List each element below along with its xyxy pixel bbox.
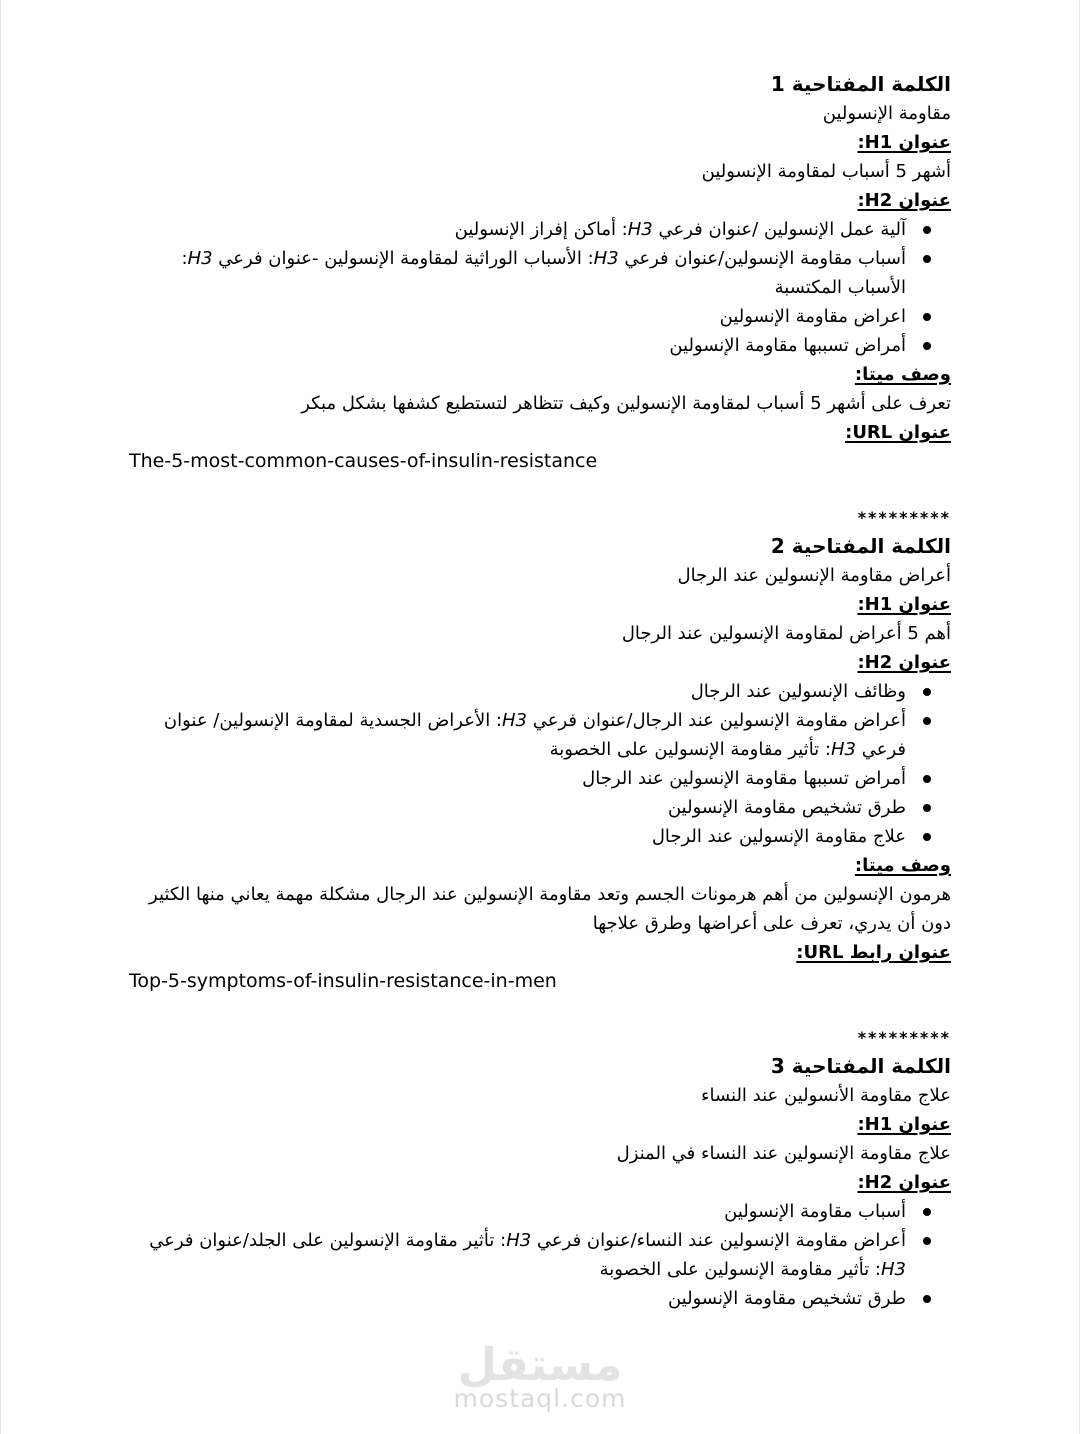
h1-title: أهم 5 أعراض لمقاومة الإنسولين عند الرجال bbox=[621, 623, 951, 644]
bullet-item: طرق تشخيص مقاومة الإنسولين bbox=[129, 793, 933, 822]
section-title: الكلمة المفتاحية 2 bbox=[770, 534, 951, 558]
bullet-item: آلية عمل الإنسولين /عنوان فرعي H3: أماكن إفراز الإنسولين bbox=[129, 215, 933, 244]
bullet-item: أمراض تسببها مقاومة الإنسولين عند الرجال bbox=[129, 764, 933, 793]
mostaql-logo: مستقل bbox=[457, 1338, 623, 1391]
bullet-item: وظائف الإنسولين عند الرجال bbox=[129, 677, 933, 706]
meta-label: وصف ميتا: bbox=[854, 855, 951, 876]
focus-keyword: علاج مقاومة الأنسولين عند النساء bbox=[701, 1085, 951, 1106]
section-title: الكلمة المفتاحية 1 bbox=[770, 72, 951, 96]
watermark bbox=[1, 1338, 1079, 1413]
bullet-item: أسباب مقاومة الإنسولين/عنوان فرعي H3: الأسباب الوراثية لمقاومة الإنسولين -عنوان فرعي H3: الأسباب المكتسبة bbox=[129, 244, 933, 302]
keyword-section-3 bbox=[129, 1052, 951, 1313]
focus-keyword: أعراض مقاومة الإنسولين عند الرجال bbox=[677, 565, 951, 586]
bullet-item: اعراض مقاومة الإنسولين bbox=[129, 302, 933, 331]
h2-label: عنوان H2: bbox=[857, 652, 951, 673]
separator-asterisks: ********* bbox=[857, 1028, 951, 1047]
bullet-item: طرق تشخيص مقاومة الإنسولين bbox=[129, 1284, 933, 1313]
meta-description: هرمون الإنسولين من أهم هرمونات الجسم وتعد مقاومة الإنسولين عند الرجال مشكلة مهمة يعاني منها الكثير دون أن يدري، تعرف على أعراضها وطرق علاجها bbox=[149, 884, 951, 934]
h2-bullet-list bbox=[129, 1197, 951, 1313]
separator-asterisks: ********* bbox=[857, 508, 951, 527]
keyword-section-2 bbox=[129, 532, 951, 996]
h1-label: عنوان H1: bbox=[857, 594, 951, 615]
h1-label: عنوان H1: bbox=[857, 1114, 951, 1135]
bullet-item: أعراض مقاومة الإنسولين عند الرجال/عنوان فرعي H3: الأعراض الجسدية لمقاومة الإنسولين/ عنوان فرعي H3: تأثير مقاومة الإنسولين على الخصوبة bbox=[129, 706, 933, 764]
meta-description: تعرف على أشهر 5 أسباب لمقاومة الإنسولين وكيف تتظاهر لتستطيع كشفها بشكل مبكر bbox=[301, 393, 951, 414]
meta-label: وصف ميتا: bbox=[854, 364, 951, 385]
url-label: عنوان رابط URL: bbox=[796, 942, 951, 963]
focus-keyword: مقاومة الإنسولين bbox=[822, 103, 951, 124]
bullet-item: أمراض تسببها مقاومة الإنسولين bbox=[129, 331, 933, 360]
keyword-section-1 bbox=[129, 70, 951, 476]
h1-label: عنوان H1: bbox=[857, 132, 951, 153]
h2-label: عنوان H2: bbox=[857, 1172, 951, 1193]
url-slug: The-5-most-common-causes-of-insulin-resistance bbox=[129, 450, 598, 472]
h2-label: عنوان H2: bbox=[857, 190, 951, 211]
document-content bbox=[1, 0, 1079, 1313]
h2-bullet-list bbox=[129, 677, 951, 851]
bullet-item: أعراض مقاومة الإنسولين عند النساء/عنوان فرعي H3: تأثير مقاومة الإنسولين على الجلد/عنوان فرعي H3: تأثير مقاومة الإنسولين على الخصوبة bbox=[129, 1226, 933, 1284]
url-slug: Top-5-symptoms-of-insulin-resistance-in-men bbox=[129, 970, 557, 992]
bullet-item: علاج مقاومة الإنسولين عند الرجال bbox=[129, 822, 933, 851]
h1-title: علاج مقاومة الإنسولين عند النساء في المنزل bbox=[616, 1143, 951, 1164]
h1-title: أشهر 5 أسباب لمقاومة الإنسولين bbox=[701, 161, 951, 182]
section-title: الكلمة المفتاحية 3 bbox=[770, 1054, 951, 1078]
url-label: عنوان URL: bbox=[845, 422, 951, 443]
watermark-domain: mostaql.com bbox=[453, 1384, 627, 1413]
bullet-item: أسباب مقاومة الإنسولين bbox=[129, 1197, 933, 1226]
h2-bullet-list bbox=[129, 215, 951, 360]
